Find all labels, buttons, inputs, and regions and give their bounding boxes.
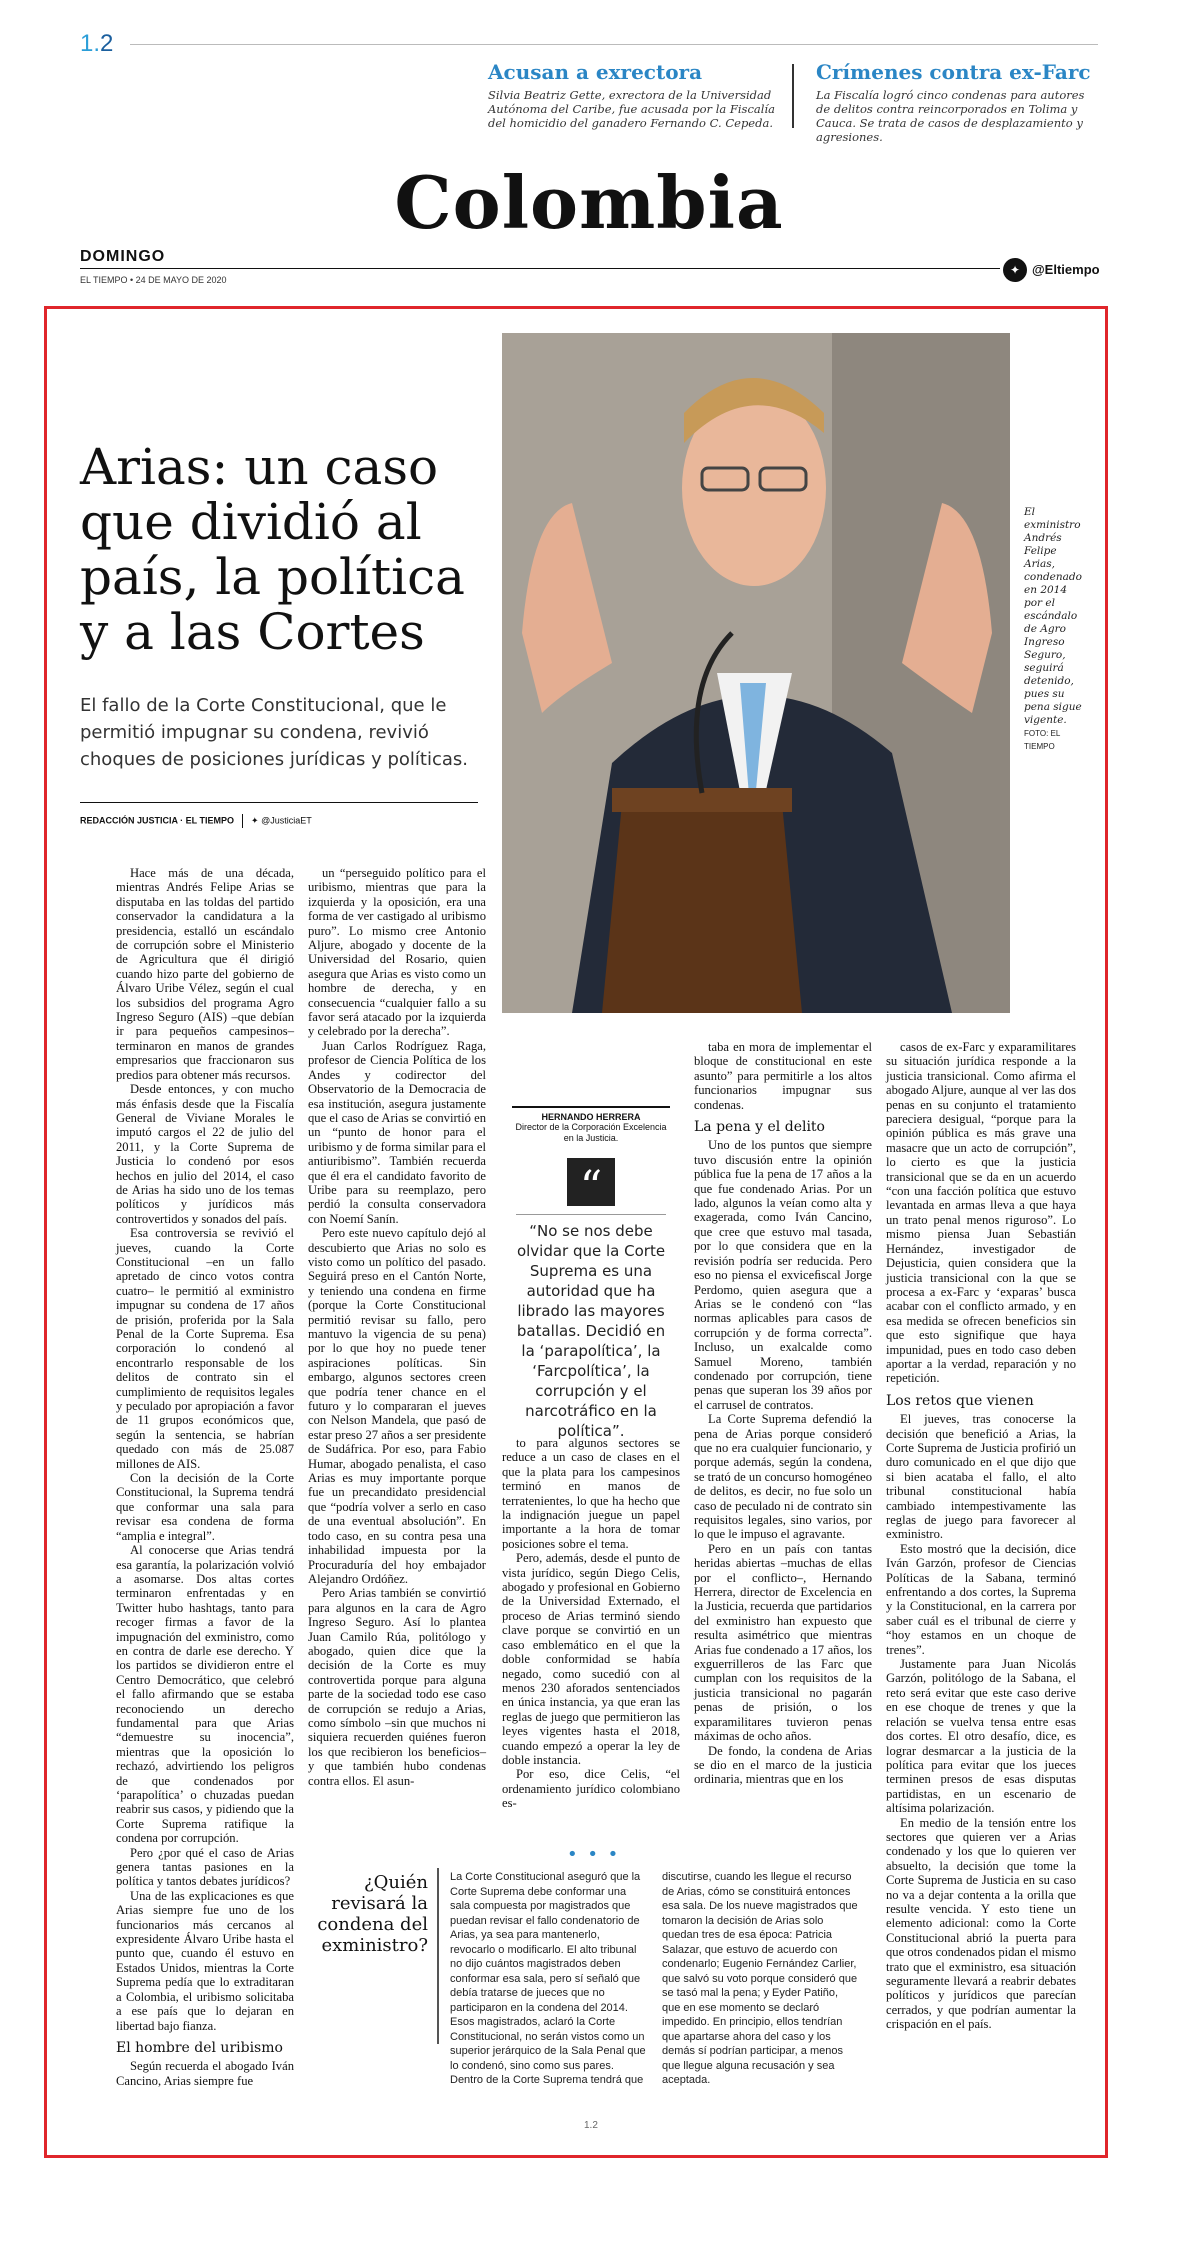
paragraph: Pero ¿por qué el caso de Arias genera tantas pasiones en la política y tantos debates jurídicos? xyxy=(116,1845,294,1889)
quote-mark-icon: “ xyxy=(567,1158,615,1206)
byline-rule xyxy=(80,802,478,803)
day-label: DOMINGO xyxy=(80,248,166,265)
header-rule xyxy=(80,268,1000,269)
article-headline: Arias: un caso que dividió al país, la política y a las Cortes xyxy=(80,438,465,661)
article-column-2 xyxy=(308,866,486,1788)
article-column-4 xyxy=(694,1040,872,1787)
sidebar-dots: • • • xyxy=(567,1844,621,1865)
paragraph: Hace más de una década, mientras Andrés Felipe Arias se disputaba en las toldas del partido conservador la candidatura a la presidencia, estalló un escándalo de corrupción sobre el Ministerio de Agricultura que él dirigió cuando hizo parte del gobierno de Álvaro Uribe Vélez, según el cual los subsidios del programa Agro Ingreso Seguro (AIS) –que debían ir para pequeños campesinos– terminaron en manos de grandes empresarios que fraccionaron sus predios para obtener más recursos. xyxy=(116,866,294,1082)
paragraph: La Corte Suprema defendió la pena de Arias porque consideró que no era cualquier funcionario, y porque además, según la condena, se trató de un concurso homogéneo de delitos, es decir, no fue solo un caso de peculado ni de contrato sin requisitos legales, sino varios, por lo que le impuso el agravante. xyxy=(694,1412,873,1542)
teaser-title[interactable]: Acusan a exrectora xyxy=(488,60,703,84)
paragraph: Según recuerda el abogado Iván Cancino, Arias siempre fue xyxy=(116,2059,294,2088)
paragraph: Justamente para Juan Nicolás Garzón, politólogo de la Sabana, el reto será evitar que este caso derive en ese choque de trenes y que la relación se vuelva tensa entre esas dos cortes. El otro desafío, dice, es lograr desmarcar a la justicia de la política para evitar que los jueces terminen presos de esas disputas partidistas, en un escenario de altísima polarización. xyxy=(886,1657,1076,1816)
twitter-bird-icon: ✦ xyxy=(1003,258,1027,282)
paragraph: Esa controversia se revivió el jueves, cuando la Corte Constitucional –en un fallo apretado de cinco votos contra cuatro– le permitió al exministro impugnar su condena de 17 años de prisión, proferida por la Sala Penal de la Corte Suprema. Esa corporación lo condenó al encontrarlo responsable de los delitos de contrato sin el cumplimiento de requisitos legales y peculado por apropiación a favor de 11 grupos económicos que, según la sentencia, se habrían quedado con más de 25.087 millones de AIS. xyxy=(116,1226,294,1471)
paragraph: Por eso, dice Celis, “el ordenamiento jurídico colombiano es- xyxy=(502,1767,680,1811)
paragraph: to para algunos sectores se reduce a un caso de clases en el que la plata para los campesinos terminó en manos de terratenientes, lo que ha hecho que la indignación juegue un papel importante a la hora de tomar posiciones sobre el tema. xyxy=(502,1436,680,1551)
speaker-illustration xyxy=(502,333,1010,1013)
article-photo xyxy=(502,333,1010,1013)
paragraph: casos de ex-Farc y exparamilitares su situación jurídica responde a la justicia transicional. Como afirma el abogado Aljure, aunque al ver las dos penas en su conjunto el tratamiento pareciera desigual, “porque para la opinión pública es más grave una masacre que un acto de corrupción”, lo cierto es que la justicia transicional que se da en un acuerdo “con una facción política que estuvo levantada en armas lleva a que haya un trato penal menos riguroso”. Lo mismo piensa Juan Sebastián Hernández, investigador de Dejusticia, quien considera que la justicia transicional con la que se procesa a ex-Farc y ‘exparas’ busca acabar con el conflicto armado, y en esa medida se ofrecen beneficios sin que esto signifique que haya impunidad, pues en todo caso deben aportar a la verdad, reparación y no repetición. xyxy=(886,1040,1076,1386)
paragraph: Pero este nuevo capítulo dejó al descubierto que Arias no solo es visto como un político del pasado. Seguirá preso en el Cantón Norte, y teniendo una condena en firme (porque la Corte Constitucional permitió revisar su fallo, pero mantuvo la vigencia de su pena) por lo que hoy no puede tener aspiraciones políticas. Sin embargo, algunos sectores creen que podría tener chance en el futuro y lo compararan el jueves con Nelson Mandela, que pasó de estar preso 27 años a ser presidente de Sudáfrica. Por eso, para Fabio Humar, abogado penalista, el caso Arias es muy importante porque fue un precandidato presidencial que “podría volver a serlo en caso de una eventual absolución”. En todo caso, en su contra pesa una inhabilidad impuesta por la Procuraduría del hoy embajador Alejandro Ordóñez. xyxy=(308,1226,486,1586)
paragraph: taba en mora de implementar el bloque de constitucional en este asunto” para permitirle a los altos funcionarios impugnar sus condenas. xyxy=(694,1040,872,1112)
quote-role: Director de la Corporación Excelencia en la Justicia. xyxy=(515,1122,667,1143)
quote-author: HERNANDO HERRERA xyxy=(512,1106,670,1122)
teaser-title[interactable]: Crímenes contra ex-Farc xyxy=(816,60,1091,84)
quote-rule xyxy=(516,1214,666,1215)
teaser-exrectora[interactable] xyxy=(488,60,788,130)
section-title: Colombia xyxy=(394,160,784,245)
twitter-bird-icon: ✦ xyxy=(251,815,259,826)
article-column-1 xyxy=(116,866,294,2088)
paragraph: Pero en un país con tantas heridas abiertas –muchas de ellas por el conflicto–, Hernando Herrera, director de Excelencia en la Justicia, recuerda que partidarios del exministro han expuesto que resulta asimétrico que mientras Arias fue condenado a 17 años, los exguerrilleros de las Farc que cumplan con los requisitos de la justicia transicional no pagarán penas de prisión, o los exparamilitares tuvieron penas máximas de ocho años. xyxy=(694,1541,872,1744)
paragraph: Al conocerse que Arias tendrá esa garantía, la polarización volvió a asomarse. Dos altas cortes terminaron enfrentadas y en Twitter hubo hashtags, tanto para recoger firmas a favor de la impugnación del exministro, como en contra de darle ese derecho. Y los partidos se dividieron entre el Centro Democrático, que celebró el fallo afirmando que se estaba reconociendo un derecho fundamental para que Arias “demuestre su inocencia”, mientras que la oposición lo rechazó, advirtiendo los peligros de que condenados por ‘parapolítica’ o chuzadas puedan reabrir sus casos, y pidiendo que la Corte Suprema ratifique la condena por corrupción. xyxy=(116,1543,294,1846)
teaser-ex-farc[interactable] xyxy=(816,60,1098,144)
sidebar-title: ¿Quién revisará la condena del exministro? xyxy=(317,1872,428,1956)
subhead: La pena y el delito xyxy=(694,1119,825,1136)
paragraph: Una de las explicaciones es que Arias siempre fue uno de los funcionarios más cercanos al expresidente Álvaro Uribe hasta el punto que, cuando él estuvo en Estados Unidos, mientras la Corte Suprema pedía que lo extraditaran a Colombia, el uribismo solicitaba a ese país que lo dejaran en libertad bajo fianza. xyxy=(116,1888,294,2033)
twitter-handle[interactable]: @Eltiempo xyxy=(1032,262,1100,277)
paragraph: Con la decisión de la Corte Constitucional, la Suprema tendrá que conformar una sala para revisar esa condena de forma “amplia e integral”. xyxy=(116,1471,294,1543)
paragraph: Juan Carlos Rodríguez Raga, profesor de Ciencia Política de los Andes y codirector del Observatorio de la Democracia de esa institución, asegura justamente que el caso de Arias se convirtió en un “punto de honor para el uribismo y de forma similar para el antiuribismo”. También recuerda que él era el candidato favorito de Uribe para su reemplazo, pero perdió la consulta conservadora con Noemí Sanín. xyxy=(308,1038,487,1226)
paragraph: Uno de los puntos que siempre tuvo discusión entre la opinión pública fue la pena de 17 años a la que fue condenado Arias. Por un lado, algunos la veían como alta y exagerada, como Iván Cancino, que cree que estuvo mal tasada, por lo que considera que en la revisión podría ser reducida. Pero eso no piensa el exviceﬁscal Jorge Perdomo, quien asegura que a Arias se le condenó con “las normas aplicables para casos de corrupción y de forma correcta”. Incluso, un exalcalde como Samuel Moreno, también condenado por corrupción, tiene penas que superan los 39 años por el carrusel de contratos. xyxy=(694,1138,872,1412)
article-column-5 xyxy=(886,1040,1076,2032)
paragraph: Esto mostró que la decisión, dice Iván Garzón, profesor de Ciencias Políticas de la Sabana, terminó enfrentando a dos cortes, la Suprema y la Constitucional, en la carrera por saber cuál es el tribunal de cierre y “hoy estamos en un choque de trenes”. xyxy=(886,1541,1076,1657)
photo-caption: El exministro Andrés Felipe Arias, condenado en 2014 por el escándalo de Agro Ingreso Seguro, seguirá detenido, pues su pena sigue vigente. FOTO: EL TIEMPO xyxy=(1024,506,1082,751)
sidebar-column-1 xyxy=(450,1870,648,2088)
article-column-3 xyxy=(502,1436,680,1811)
sidebar-divider xyxy=(437,1868,439,2044)
byline-author: REDACCIÓN JUSTICIA · EL TIEMPO xyxy=(80,815,235,826)
subhead: El hombre del uribismo xyxy=(116,2039,283,2056)
paragraph: El jueves, tras conocerse la decisión que benefició a Arias, la Corte Suprema de Justicia profirió un duro comunicado en el que dijo que si bien acataba el fallo, el alto tribunal constitucional había cambiado intempestivamente las reglas de juego para favorecer al exministro. xyxy=(886,1412,1076,1542)
paragraph: un “perseguido político para el uribismo, mientras que para la izquierda y la oposición, era una forma de ver castigado al uribismo puro”. Lo mismo cree Antonio Aljure, abogado y docente de la Universidad del Rosario, quien asegura que Arias es visto como un hombre de derecha, y en consecuencia “cualquier fallo a su favor será atacado por la izquierda y celebrado por la derecha”. xyxy=(308,866,486,1039)
sidebar-column-2 xyxy=(662,1870,858,2088)
page-footer-mark: 1.2 xyxy=(584,2120,598,2131)
top-rule xyxy=(130,44,1098,45)
pull-quote xyxy=(512,1106,670,1441)
date-label: EL TIEMPO • 24 DE MAYO DE 2020 xyxy=(80,275,227,285)
byline xyxy=(80,814,312,828)
paragraph: Desde entonces, y con mucho más énfasis desde que la Fiscalía General de Viviane Morales le imputó cargos el 22 de julio del 2011, y la Corte Suprema de Justicia lo condenó por esos hechos en julio del 2014, el caso de Arias ha sido uno de los temas políticos y jurídicos más controvertidos y sonados del país. xyxy=(116,1082,294,1226)
subhead: Los retos que vienen xyxy=(886,1392,1034,1409)
teaser-text: La Fiscalía logró cinco condenas para autores de delitos contra reincorporados en Tolima y Cauca. Se trata de casos de desplazamiento y agresiones. xyxy=(816,88,1085,144)
page-number: 1.2 xyxy=(80,30,114,57)
teaser-divider xyxy=(792,64,794,128)
photo-credit: FOTO: EL TIEMPO xyxy=(1024,729,1061,751)
article-deck: El fallo de la Corte Constitucional, que le permitió impugnar su condena, revivió choques de posiciones jurídicas y políticas. xyxy=(80,695,469,770)
quote-text: “No se nos debe olvidar que la Corte Suprema es una autoridad que ha librado las mayores batallas. Decidió en la ‘parapolítica’, la ‘Farcpolítica’, la corrupción y el narcotráfico en la política”. xyxy=(516,1222,666,1440)
paragraph: En medio de la tensión entre los sectores que quieren ver a Arias condenado y los que lo quieren ver absuelto, la decisión que tome la Corte Suprema de Justicia en su caso no va a dejar contenta a la orilla que resulte vencida. Y esto tiene un elemento adicional: como la Corte Constitucional abrió la puerta para que otros condenados pidan el mismo trato que el exministro, esa situación seguramente llevará a reabrir debates políticos y jurídicos que parecían cerrados, y que podrían aumentar la crispación en el país. xyxy=(886,1815,1076,2032)
teaser-text: Silvia Beatriz Gette, exrectora de la Universidad Autónoma del Caribe, fue acusada por la Fiscalía del homicidio del ganadero Fernando C. Cepeda. xyxy=(488,88,775,130)
paragraph: Pero, además, desde el punto de vista jurídico, según Diego Celis, abogado y profesional en Gobierno de la Universidad Externado, el proceso de Arias terminó siendo clave porque se convirtió en un caso emblemático en el que la doble conformidad se había negado, como sucedió con al menos 230 aforados sentenciados en única instancia, ya que eran las reglas de juego que permitieron las leyes vigentes hasta el 2018, cuando empezó a operar la ley de doble instancia. xyxy=(502,1551,680,1767)
paragraph: De fondo, la condena de Arias se dio en el marco de la justicia ordinaria, mientras que en los xyxy=(694,1743,872,1787)
byline-twitter[interactable]: @JusticiaET xyxy=(261,815,312,826)
paragraph: Pero Arias también se convirtió para algunos en la cara de Agro Ingreso Seguro. Así lo plantea Juan Camilo Rúa, politólogo y abogado, quien dice que la decisión de la Corte es muy controvertida porque para alguna parte de la sociedad todo ese caso de corrupción se redujo a Arias, como símbolo –sin que muchos ni siquiera recuerden quiénes fueron los que recibieron los beneficios– y que también hubo condenas contra ellos. El asun- xyxy=(308,1586,486,1788)
sidebar-text: discutirse, cuando les llegue el recurso de Arias, cómo se constituirá entonces esa sala. De los nueve magistrados que tomaron la decisión de Arias solo quedan tres de esa época: Patricia Salazar, que estuvo de acuerdo con condenarlo; Eugenio Fernández Carlier, que salvó su voto porque consideró que se tasó mal la pena; y Eyder Patiño, que en ese momento se declaró impedido. En principio, ellos tendrían que apartarse ahora del caso y los demás sí podrían participar, a menos que llegue alguna recusación y sea aceptada. xyxy=(662,1871,858,2086)
sidebar-text: La Corte Constitucional aseguró que la Corte Suprema debe conformar una sala compuesta por magistrados que puedan revisar el fallo condenatorio de Arias, ya sea para mantenerlo, revocarlo o modificarlo. El alto tribunal no dijo cuántos magistrados deben conformar esa sala, pero sí señaló que debía tratarse de jueces que no participaron en la condena del 2014. Esos magistrados, aclaró la Corte Constitucional, no serán vistos como un superior jerárquico de la Sala Penal que lo condenó, sino como sus pares. Dentro de la Corte Suprema tendrá que xyxy=(450,1871,646,2086)
